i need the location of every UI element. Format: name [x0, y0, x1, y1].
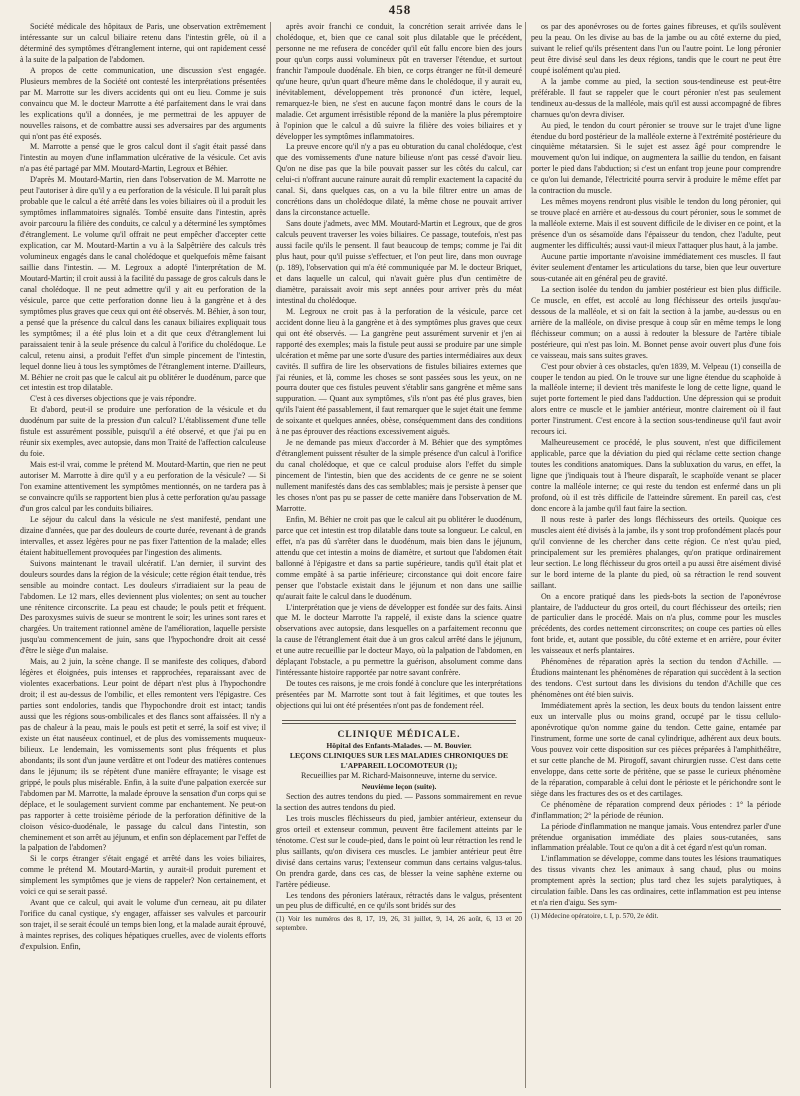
- lesson-text-continued: [531, 22, 781, 909]
- paragraph: A propos de cette communication, une discussion s'est engagée. Plusieurs membres de la Société ont contesté les interprétations présentées par M. Marrotte sur les divers accidents qui ont eu lieu. Comme je suis convaincu que M. le docteur Marrotte a été parfaitement dans le vrai dans les explications qu'il a données, je me permettrai de les appuyer de nouvelles raisons, et de combattre aussi ses adversaires par des arguments qui n'ont pas été exposés.: [20, 65, 266, 141]
- lesson-number: Neuvième leçon (suite).: [361, 781, 437, 791]
- paragraph: Les trois muscles fléchisseurs du pied, jambier antérieur, extenseur du gros orteil et extenseur commun, peuvent être facilement atteints par le ténotome. C'est sur le coude-pied, dans le point où leur rétraction les rend le plus saillants, qu'on divisera ces muscles. Le jambier antérieur peut être divisé dans certains varus; l'extenseur commun dans certains valgus-talus. On prendra garde, dans ces cas, de blesser la veine saphène externe ou l'artère pédieuse.: [276, 813, 522, 889]
- paragraph: Malheureusement ce procédé, le plus souvent, n'est que difficilement applicable, parce que la déviation du pied qui réclame cette section change toutes les conditions anatomiques. Dans la subluxation du varus, en effet, la ligne que j'indiquais tout à l'heure disparaît, le scaphoïde venant se placer contre la malléole interne; ce qui reste du tendon est enfermé dans un pli profond, où il est très difficile de l'atteindre sûrement. En pareil cas, c'est donc encore à la jambe qu'il faut faire la section.: [531, 438, 781, 513]
- column-left: [20, 22, 266, 1092]
- collected-by: Recueillies par M. Richard-Maisonneuve, interne du service.: [301, 771, 497, 780]
- paragraph: Il nous reste à parler des longs fléchisseurs des orteils. Quoique ces muscles aient été divisés à la jambe, ils y sont trop profondément placés pour qu'il convienne de les chercher dans cette région. Ce n'est qu'au pied, principalement sur les premières phalanges, qu'on pratique ordinairement leur section. Le long fléchisseur du gros orteil a pu aussi être aisément divisé sur le bord interne de la plante du pied, où sa rétraction le rend souvent saillant.: [531, 514, 781, 590]
- section-divider: [282, 720, 516, 724]
- paragraph: C'est pour obvier à ces obstacles, qu'en 1839, M. Velpeau (1) conseilla de couper le tendon au pied. On le trouve sur une ligne étendue du scaphoïde à la malléole interne; il devient très manifeste le long de cette ligne, quand le sujet porte fortement le pied dans l'adduction. Une dépression qui se produit alors entre ce muscle et le jambier antérieur, montre clairement où il faut porter l'instrument. C'est encore à la section sous-tendineuse qu'il faut avoir recours ici.: [531, 361, 781, 437]
- paragraph: La section isolée du tendon du jambier postérieur est bien plus difficile. Ce muscle, en effet, est accolé au long fléchisseur des orteils jusqu'au-dessous de la malléole, et si on fait la section à la jambe, au-dessus ou en arrière de la malléole, on divise presque à coup sûr en même temps le long fléchisseur commun; on a aussi à redouter la blessure de l'artère tibiale postérieure, qui n'est pas loin. M. Bonnet pense avoir ouvert plus d'une fois ce vaisseau, mais sans suites graves.: [531, 284, 781, 360]
- paragraph: après avoir franchi ce conduit, la concrétion serait arrivée dans le cholédoque, et, bien que ce canal soit plus dilatable que le précédent, personne ne me refusera de concéder qu'il eût fallu encore bien des jours pour qu'un corps aussi volumineux pût en traverser l'étendue, et surtout franchir l'ampoule duodénale. Eh bien, ce corps étranger ne fût-il demeuré qu'une heure, qu'un quart d'heure même dans le cholédoque, il y aurait eu, inévitablement, développement très prononcé d'un ictère, lequel, remarquez-le bien, ne s'est en aucune façon montré dans le cours de la maladie. Cet argument irrésistible répond de la manière la plus péremptoire à l'opinion que le calcul a dû suivre la filière des voies biliaires et y développer les symptômes inflammatoires.: [276, 22, 522, 141]
- paragraph: La période d'inflammation ne manque jamais. Vous entendrez parler d'une prétendue organisation immédiate des plaies sous-cutanées, sans inflammation préalable. Tout ce qu'on a dit à cet égard n'est qu'un roman.: [531, 821, 781, 853]
- paragraph: M. Marrotte a pensé que le gros calcul dont il s'agit était passé dans l'intestin au moyen d'une inflammation ulcérative de la vésicule. Cet avis n'a pas été partagé par MM. Moutard-Martin, Legroux et Béhier.: [20, 142, 266, 174]
- paragraph: Le séjour du calcul dans la vésicule ne s'est manifesté, pendant une dizaine d'années, que par des douleurs de courte durée, revenant à de grands intervalles, et assez légères pour ne pas fixer l'attention de la malade; elles étaient habituellement provoquées par l'ingestion des aliments.: [20, 514, 266, 557]
- page-number: 458: [388, 2, 412, 17]
- paragraph: Aucune partie importante n'avoisine immédiatement ces muscles. Il faut éviter seulement d'entamer les articulations du tarse, bien que leur ouverture sous-cutanée ait en général peu de gravité.: [531, 252, 781, 283]
- paragraph: Enfin, M. Béhier ne croit pas que le calcul ait pu oblitérer le duodénum, parce que cet intestin est trop dilatable dans toute sa longueur. Le calcul, en effet, n'a pas dû s'arrêter dans le duodénum, mais bien dans le jéjunum, attendu que cet intestin a moins de diamètre, et surtout que l'abdomen était ballonné à l'épigastre et dans sa partie supérieure, tandis qu'il était plat et comme empâté à sa partie inférieure; circonstance qui doit encore faire penser que l'obstacle existait dans le jéjunum et non dans une saillie qu'aurait faite le calcul dans le duodénum.: [276, 514, 522, 601]
- paragraph: Immédiatement après la section, les deux bouts du tendon laissent entre eux un intervalle plus ou moins grand, occupé par le tissu cellulo-aponévrotique qu'on nomme gaine du tendon. Cette gaine, entamée par l'instrument, forme une sorte de canal cylindrique, adhérent aux deux bouts. Vous pouvez voir cette disposition sur ces pièces préparées à l'amphithéâtre, et sur cette planche de M. Pirogoff, savant chirurgien russe. C'est dans cette enveloppe, dans cette sorte de péritène, que se passe le curieux phénomène de la réparation, comparable à celui dont le périoste et le périchondre sont le siège dans les fractures des os et des cartilages.: [531, 701, 781, 798]
- lessons-title: LEÇONS CLINIQUES SUR LES MALADIES CHRONIQUES DE L'APPAREIL LOCOMOTEUR (1);: [289, 751, 509, 770]
- paragraph: De toutes ces raisons, je me crois fondé à conclure que les interprétations présentées par M. Marrotte sont tout à fait légitimes, et que toutes les objections qui lui ont été présentées n'ont pas de fondement réel.: [276, 679, 522, 711]
- article-continuation: [276, 22, 522, 712]
- paragraph: Si le corps étranger s'était engagé et arrêté dans les voies biliaires, comme le prétend M. Moutard-Martin, y aurait-il produit purement et simplement les symptômes que je viens de rappeler? Non certainement, et voici ce qui se serait passé.: [20, 854, 266, 897]
- paragraph: La preuve encore qu'il n'y a pas eu obturation du canal cholédoque, c'est que des vomissements d'une nature bilieuse n'ont pas cessé d'avoir lieu. Qu'on ne dise pas que la bile pouvait passer sur les côtés du calcul, car celui-ci n'offrant aucune rainure aurait dû remplir exactement la capacité du canal. Si, dans quelques cas, on a vu la bile filtrer entre un amas de concrétions dans un cholédoque dilaté, la même chose ne pouvait arriver dans la circonstance actuelle.: [276, 142, 522, 218]
- paragraph: Société médicale des hôpitaux de Paris, une observation extrêmement intéressante sur un calcul biliaire retenu dans l'intestin grêle, où il a déterminé des symptômes d'étranglement interne, qui ont rapidement cessé à la suite de la palpation de l'abdomen.: [20, 22, 266, 64]
- paragraph: L'inflammation se développe, comme dans toutes les lésions traumatiques des tissus vivants chez les animaux à sang chaud, plus ou moins promptement après la section; plus tard chez les sujets paralytiques, à circulation faible. Dans les cas ordinaires, cette inflammation est peu intense et n'a rien d'aigu. Ses sym-: [531, 854, 781, 908]
- lesson-text: [276, 792, 522, 912]
- section-title: CLINIQUE MÉDICALE.: [337, 730, 461, 741]
- paragraph: Je ne demande pas mieux d'accorder à M. Béhier que des symptômes d'étranglement puissent résulter de la simple présence d'un calcul à l'orifice du canal cholédoque, et que ce calcul produise alors l'effet du simple pincement de l'intestin, bien que des accidents de ce genre ne se soient nullement manifestés dans des cas semblables; mais je persiste à penser que les choses n'ont pas pu se passer de cette manière dans l'observation de M. Marrotte.: [276, 438, 522, 513]
- column-middle: [276, 22, 522, 1092]
- paragraph: Mais, au 2 juin, la scène change. Il se manifeste des coliques, d'abord légères et éloignées, puis intenses et rapprochées, reparaissant avec de violentes exacerbations. Leur point de départ n'est plus à l'hypochondre droit; il est au-dessus de l'ombilic, et elles remontent vers l'épigastre. Ces parties sont endolories, tandis que l'hypochondre droit est intact; tandis aussi que les régions sous-ombilicales et des flancs sont affaissées. Il n'y a pas de chaleur à la peau, mais le pouls est petit et serré, la soif est vive; il existe un état nauséeux continuel, et de plus des vomissements muqueux-bilieux. Le lendemain, les vomissements sont plus fréquents et plus abondants; ils sont d'un jaune verdâtre et ont l'odeur des matières contenues dans le jéjunum; ils se répètent d'une manière effrayante; le visage est grippé, le pouls plus misérable. Enfin, à la suite d'une palpation exercée sur l'abdomen par M. Marrotte, la malade éprouve la sensation d'un corps qui se déplace, et le soulagement survient comme par enchantement. Ne peut-on pas rapporter à cette troisième période de la perforation définitive de la cloison vésico-duodénale, le passage du calcul dans l'intestin, son cheminement et son arrêt au jéjunum, et enfin son déplacement par l'effet de la palpation de l'abdomen?: [20, 657, 266, 853]
- column-divider: [525, 22, 526, 1088]
- paragraph: Au pied, le tendon du court péronier se trouve sur le trajet d'une ligne étendue du bord postérieur de la malléole externe à l'extrémité postérieure du cinquième métatarsien. Si le sujet est assez âgé pour comprendre le mouvement qu'on lui indique, on augmentera la saillie du tendon, en faisant porter le pied dans l'abduction; si c'est un enfant trop jeune pour comprendre ce qu'on lui demande, l'électricité pourra servir à produire le même effet par la contraction du muscle.: [531, 120, 781, 196]
- paragraph: D'après M. Moutard-Martin, rien dans l'observation de M. Marrotte ne peut l'autoriser à dire qu'il y a eu perforation de la vésicule. Il lui paraît plus probable que le calcul a été arrêté dans les voies biliaires où il a produit les symptômes inflammatoires signalés. Tombé ensuite dans l'intestin, après avoir parcouru la filière des conduits, ce calcul y a déterminé les symptômes d'étranglement. Le volume qu'il offrait ne peut empêcher d'accepter cette explication, car M. Moutard-Martin a vu à la Salpêtrière des calculs très volumineux engagés dans le canal cholédoque et quelquefois même faisant saillie dans l'intestin. — M. Legroux a adopté l'interprétation de M. Moutard-Martin; il croit aussi à la facilité du passage de gros calculs dans le canal cholédoque. Il ne peut admettre qu'il y ait eu perforation de la vésicule, parce que cette perforation donne lieu à la gangrène et à des symptômes plus graves que ceux qui ont été observés. M. Béhier, à son tour, a pensé que la présence du calcul dans les canaux biliaires expliquait tous les symptômes; il a été plus loin et a dit que ceux d'étranglement lui paraissaient tenir à la seule présence du calcul à l'orifice du cholédoque. Le calcul, retenu ainsi, a produit l'effet d'un simple pincement de l'intestin, lequel donne lieu à tous les symptômes de l'étranglement interne. D'ailleurs, M. Béhier ne croit pas que le calcul ait pu oblitérer le duodénum, parce que cet intestin est trop dilatable.: [20, 175, 266, 393]
- hospital-line: Hôpital des Enfants-Malades. — M. Bouvier.: [326, 741, 472, 750]
- paragraph: L'interprétation que je viens de développer est fondée sur des faits. Ainsi que M. le docteur Marrotte l'a rappelé, il existe dans la science quatre observations avec autopsie, dans lesquelles on a parfaitement reconnu que la cause de l'étranglement était due à un gros calcul arrêté dans le jéjunum, et une autre recueillie par le docteur Mayo, où la palpation de l'abdomen, en déplaçant l'obstacle, a pu permettre la guérison, absolument comme dans l'intéressante histoire rapportée par notre savant confrère.: [276, 602, 522, 678]
- paragraph: Et d'abord, peut-il se produire une perforation de la vésicule et du duodénum par suite de la pression d'un calcul? L'établissement d'une telle fistule est assurément possible, puisqu'il a été observé, et que j'ai pu en réunir six exemples, avec autopsie, dans mon Traité de l'affection calculeuse du foie.: [20, 405, 266, 459]
- paragraph: Suivons maintenant le travail ulcératif. L'an dernier, il survint des douleurs sourdes dans la région de la vésicule; cette région était tendue, très sensible au moindre contact. Les douleurs s'irradiaient sur la peau de l'abdomen. Le 12 mars, elles deviennent plus violentes; on sent au toucher une rénitence circonscrite. La peau est chaude; le pouls petit et fréquent. Des paroxysmes suivis de sueur se montrent le soir; les urines sont rares et chargées. Un traitement rationnel amène de l'amélioration, laquelle persiste jusqu'au commencement de juin, sans que l'hypochondre droit ait cessé d'être le siège d'un malaise.: [20, 558, 266, 656]
- paragraph: M. Legroux ne croit pas à la perforation de la vésicule, parce cet accident donne lieu à la gangrène et à des symptômes plus graves que ceux qui ont été observés. — La gangrène peut assurément survenir et j'en ai rapporté des exemples; mais la fistule peut aussi se produire par une simple ulcération et même par une sorte d'usure des parties intermédiaires aux deux cavités. Il suffira de lire les observations de fistules biliaires externes que j'ai réunies, et là, comme les choses se sont passées sous les yeux, on ne pourra douter que ces fistules peuvent s'établir sans gangrène et même sans suppuration. — Quant aux symptômes, s'ils n'ont pas été plus graves, bien qu'ils l'aient été passablement, il faut remarquer que le sujet était une femme de soixante et quelques années, obèse, conséquemment dans des conditions à ne pas éprouver des réactions excessivement aiguës.: [276, 306, 522, 437]
- paragraph: Ce phénomène de réparation comprend deux périodes : 1° la période d'inflammation; 2° la période de réunion.: [531, 799, 781, 820]
- paragraph: Les mêmes moyens rendront plus visible le tendon du long péronier, qui se trouve placé en arrière et au-dessous du court péronier, sous le sommet de la malléole externe. Mais il est souvent difficile de le diviser en ce point, et la présence d'un os sésamoïde dans l'épaisseur du tendon, chez l'adulte, peut augmenter les difficultés; aussi vaut-il mieux l'attaquer plus haut, à la jambe.: [531, 197, 781, 251]
- footnote: (1) Médecine opératoire, t. I, p. 570, 2e édit.: [531, 909, 781, 921]
- footnote: (1) Voir les numéros des 8, 17, 19, 26, 31 juillet, 9, 14, 26 août, 6, 13 et 20 septembre.: [276, 912, 522, 933]
- paragraph: A la jambe comme au pied, la section sous-tendineuse est peut-être préférable. Il faut se rappeler que le court péronier n'est pas seulement tendineux au-dessus de la malléole, mais qu'il est aussi accompagné de fibres charnues qu'on devra diviser.: [531, 76, 781, 119]
- paragraph: os par des aponévroses ou de fortes gaines fibreuses, et qu'ils soulèvent peu la peau. On les divise au bas de la jambe ou au côté externe du pied, suivant le relief qu'ils présentent dans l'un ou l'autre point. Le long péronier peut être divisé seul dans les deux régions, tandis que le court ne peut être coupé isolément qu'au pied.: [531, 22, 781, 75]
- paragraph: Phénomènes de réparation après la section du tendon d'Achille. — Étudions maintenant les phénomènes de réparation qui succèdent à la section des tendons. C'est surtout dans les divisions du tendon d'Achille que ces phénomènes ont été bien suivis.: [531, 657, 781, 700]
- paragraph: Avant que ce calcul, qui avait le volume d'un cerneau, ait pu dilater l'orifice du canal cystique, s'y engager, affaisser ses valvules et parcourir son trajet, il se serait écoulé un temps bien long, et la malade aurait éprouvé, à maintes reprises, des coliques hépatiques cruelles, avec de violents efforts d'expulsion. Enfin,: [20, 898, 266, 952]
- paragraph: Les tendons des péroniers latéraux, rétractés dans le valgus, présentent un peu plus de difficulté, en ce qu'ils sont bridés sur des: [276, 890, 522, 911]
- paragraph: C'est à ces diverses objections que je vais répondre.: [30, 394, 197, 404]
- column-divider: [270, 22, 271, 1088]
- paragraph: Section des autres tendons du pied. — Passons sommairement en revue la section des autres tendons du pied.: [276, 791, 522, 812]
- paragraph: On a encore pratiqué dans les pieds-bots la section de l'aponévrose plantaire, de l'adducteur du gros orteil, du court fléchisseur des orteils; rien de particulier dans le procédé. Mais on n'a plus, comme pour les muscles précédents, des cordes nettement circonscrites; on coupe ces parties où elles font bride, et, autant que possible, du côté externe et en arrière, pour éviter les vaisseaux et nerfs plantaires.: [531, 591, 781, 656]
- paragraph: Mais est-il vrai, comme le prétend M. Moutard-Martin, que rien ne peut autoriser M. Marrotte à dire qu'il y a eu perforation de la vésicule? — Si l'on examine attentivement les symptômes mentionnés, on ne tardera pas à se convaincre qu'ils se rapportent bien plus à cette perforation qu'au passage d'un gros calcul par les conduits biliaires.: [20, 460, 266, 513]
- column-right: [531, 22, 781, 1092]
- paragraph: Sans doute j'admets, avec MM. Moutard-Martin et Legroux, que de gros calculs peuvent traverser les voies biliaires. Ce passage, toutefois, n'est pas aussi facile qu'ils le pensent. Il faut beaucoup de temps; comme je l'ai dit plus haut, pour qu'il puisse s'effectuer, et l'on peut lire, dans mon ouvrage (p. 189), l'observation qui m'a été communiquée par M. le docteur Briquet, et dans laquelle un calcul, qui n'avait guère plus d'un centimètre de diamètre, paraissait avoir mis sept années pour arriver près du méat intestinal du cholédoque.: [276, 219, 522, 305]
